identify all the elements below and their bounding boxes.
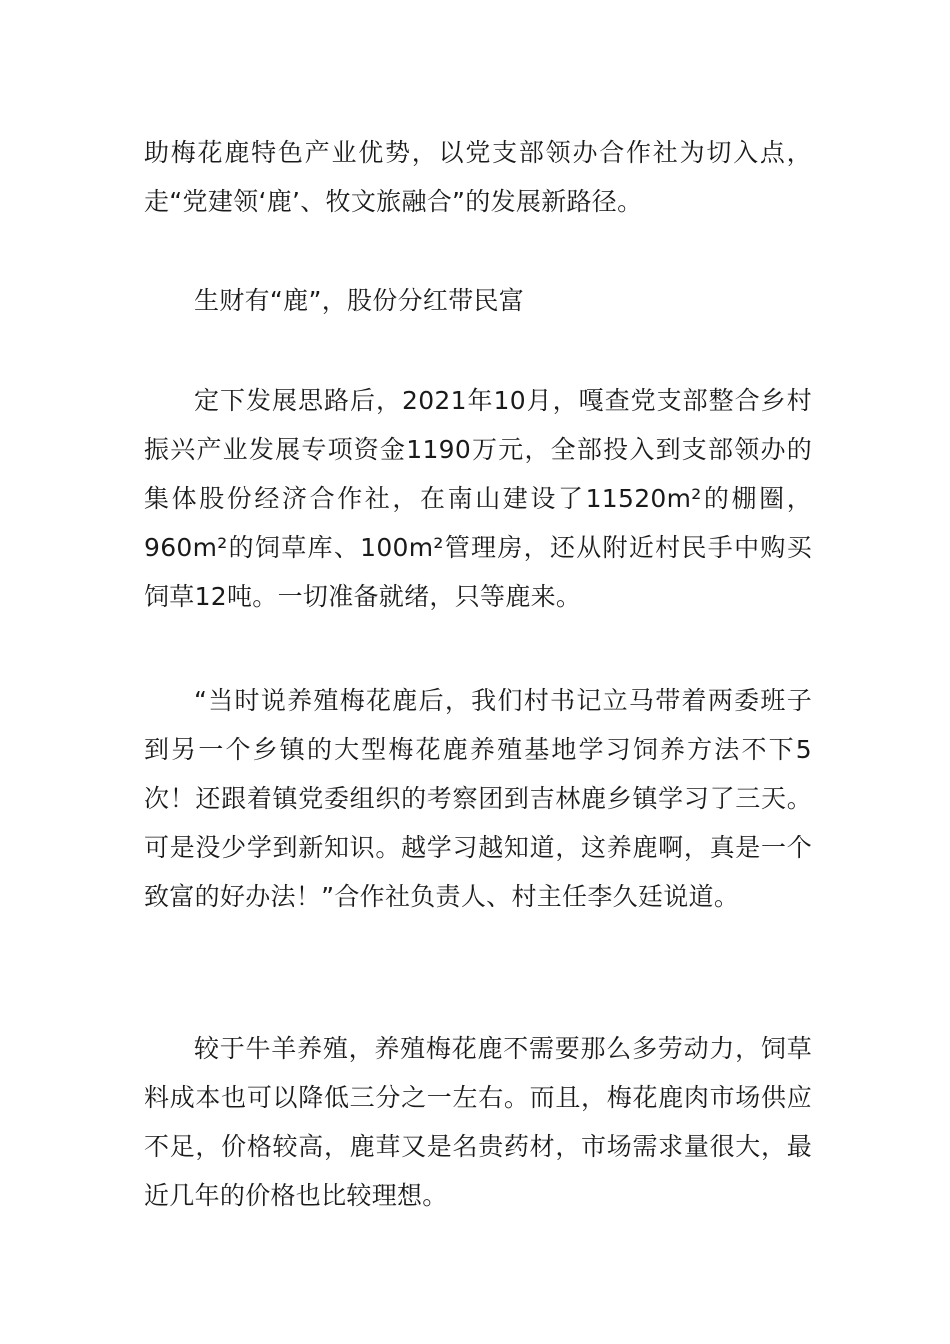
section-heading: 生财有“鹿”，股份分红带民富 (194, 286, 525, 315)
paragraph-advantages: 较于牛羊养殖，养殖梅花鹿不需要那么多劳动力，饲草料成本也可以降低三分之一左右。而且，梅花鹿肉市场供应不足，价格较高，鹿茸又是名贵药材，市场需求量很大，最近几年的价格也比较理想。 (144, 1034, 812, 1210)
paragraph-intro-continuation: 助梅花鹿特色产业优势，以党支部领办合作社为切入点，走“党建领‘鹿’、牧文旅融合”的发展新路径。 (144, 138, 812, 216)
paragraph-quote-village-director: “当时说养殖梅花鹿后，我们村书记立马带着两委班子到另一个乡镇的大型梅花鹿养殖基地学习饲养方法不下5次！还跟着镇党委组织的考察团到吉林鹿乡镇学习了三天。可是没少学到新知识。越学习越知道，这养鹿啊，真是一个致富的好办法！”合作社负责人、村主任李久廷说道。 (144, 686, 812, 911)
paragraph-development-plan: 定下发展思路后，2021年10月，嘎查党支部整合乡村振兴产业发展专项资金1190万元，全部投入到支部领办的集体股份经济合作社，在南山建设了11520m²的棚圈，960m²的饲草库、100m²管理房，还从附近村民手中购买饲草12吨。一切准备就绪，只等鹿来。 (144, 386, 812, 611)
